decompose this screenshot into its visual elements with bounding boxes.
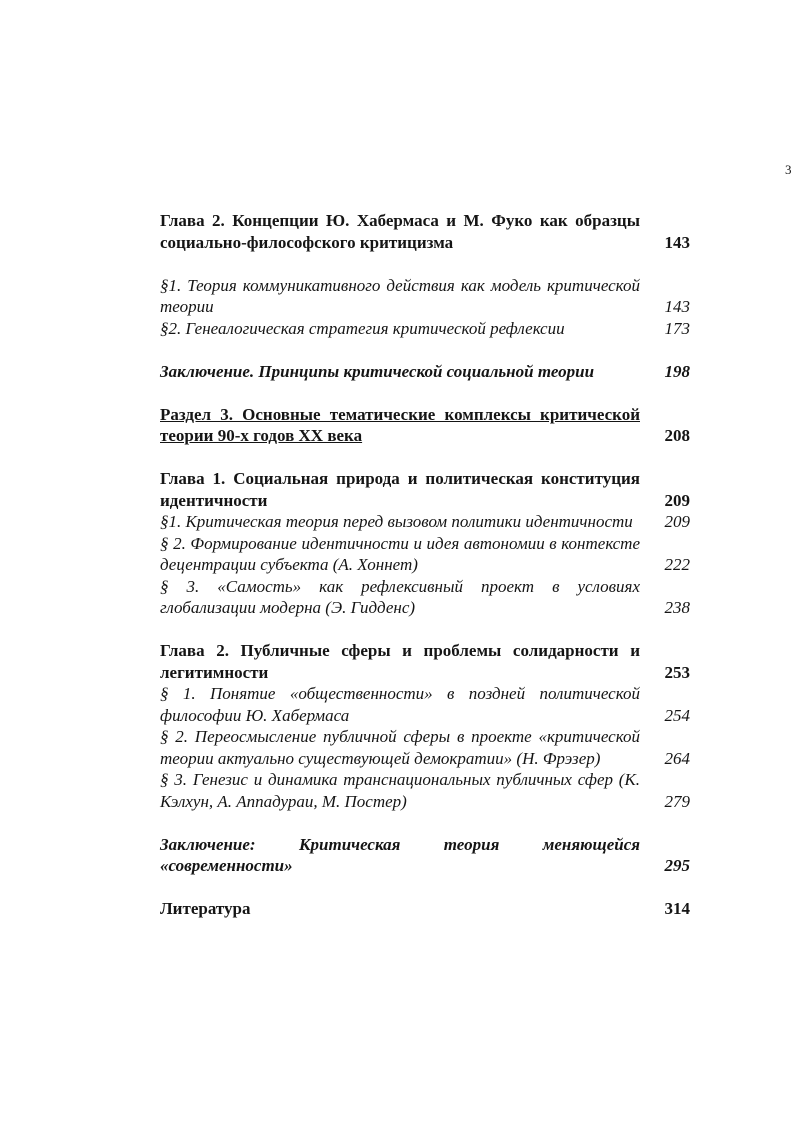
toc-entry-title: Заключение. Принципы критической социальной теории [160,361,595,381]
toc-entry-part2-ch2-s2[interactable] [160,318,690,340]
toc-entry-page: 173 [664,318,690,338]
toc-entry-title: § 2. Формирование идентичности и идея автономии в контексте децентрации субъекта (А. Хоннет) [160,533,640,574]
toc-entry-part3-chapter2[interactable] [160,640,690,683]
toc-entry-page: 295 [664,856,690,875]
toc-entry-title: Раздел 3. Основные тематические комплексы критической теории 90-х годов XX века [160,404,640,445]
toc-entry-bibliography[interactable] [160,898,690,920]
toc-entry-title: §1. Теория коммуникативного действия как модель критической теории [160,275,640,316]
toc-entry-part3-ch2-s2[interactable] [160,726,690,769]
toc-entry-page: 143 [664,297,690,316]
toc-entry-part3-ch2-s3[interactable] [160,769,690,812]
toc-entry-page: 253 [664,662,690,682]
toc-entry-title: Глава 2. Концепции Ю. Хабермаса и М. Фуко как образцы социально-философского критицизма [160,211,640,252]
toc-entry-page: 208 [664,426,690,445]
toc-entry-title: §1. Критическая теория перед вызовом политики идентичности [160,512,633,531]
toc-entry-page: 198 [664,361,690,381]
toc-entry-title: § 1. Понятие «общественности» в поздней политической философии Ю. Хабермаса [160,684,640,725]
toc-entry-part3-conclusion[interactable] [160,834,690,877]
toc-entry-title: Литература [160,899,251,918]
toc-entry-title: § 3. Генезис и динамика транснациональных публичных сфер (К. Кэлхун, А. Аппадураи, М. Постер) [160,770,640,811]
toc-entry-part3-ch2-s1[interactable] [160,683,690,726]
toc-entry-part3[interactable] [160,404,690,447]
toc-entry-title: §2. Генеалогическая стратегия критической рефлексии [160,318,565,338]
toc-entry-page: 279 [664,791,690,811]
toc-entry-title: Глава 1. Социальная природа и политическая конституция идентичности [160,469,640,510]
toc-entry-part2-chapter2[interactable] [160,210,690,253]
toc-entry-page: 264 [664,748,690,768]
toc-entry-page: 143 [664,232,690,252]
toc-entry-part3-ch1-s3[interactable] [160,576,690,619]
toc-entry-part3-chapter1[interactable] [160,468,690,511]
toc-entry-page: 314 [664,899,690,918]
toc-entry-page: 209 [664,512,690,531]
toc-entry-page: 254 [664,705,690,725]
toc-entry-part2-conclusion[interactable] [160,361,690,383]
page-number: 3 [785,162,792,177]
toc-entry-title: Глава 2. Публичные сферы и проблемы солидарности и легитимности [160,641,640,682]
toc-entry-page: 222 [664,555,690,574]
toc-entry-title: § 2. Переосмысление публичной сферы в проекте «критической теории актуально существующей демократии» (Н. Фрэзер) [160,727,640,768]
toc-entry-part2-ch2-s1[interactable] [160,275,690,318]
toc-entry-part3-ch1-s1[interactable] [160,511,690,533]
toc-entry-part3-ch1-s2[interactable] [160,533,690,576]
toc-entry-page: 209 [664,490,690,510]
toc-entry-title: § 3. «Самость» как рефлексивный проект в условиях глобализации модерна (Э. Гидденс) [160,576,640,617]
toc-entry-title: Заключение: Критическая теория меняющейся «современности» [160,834,640,875]
table-of-contents [160,210,690,920]
toc-entry-page: 238 [664,598,690,617]
